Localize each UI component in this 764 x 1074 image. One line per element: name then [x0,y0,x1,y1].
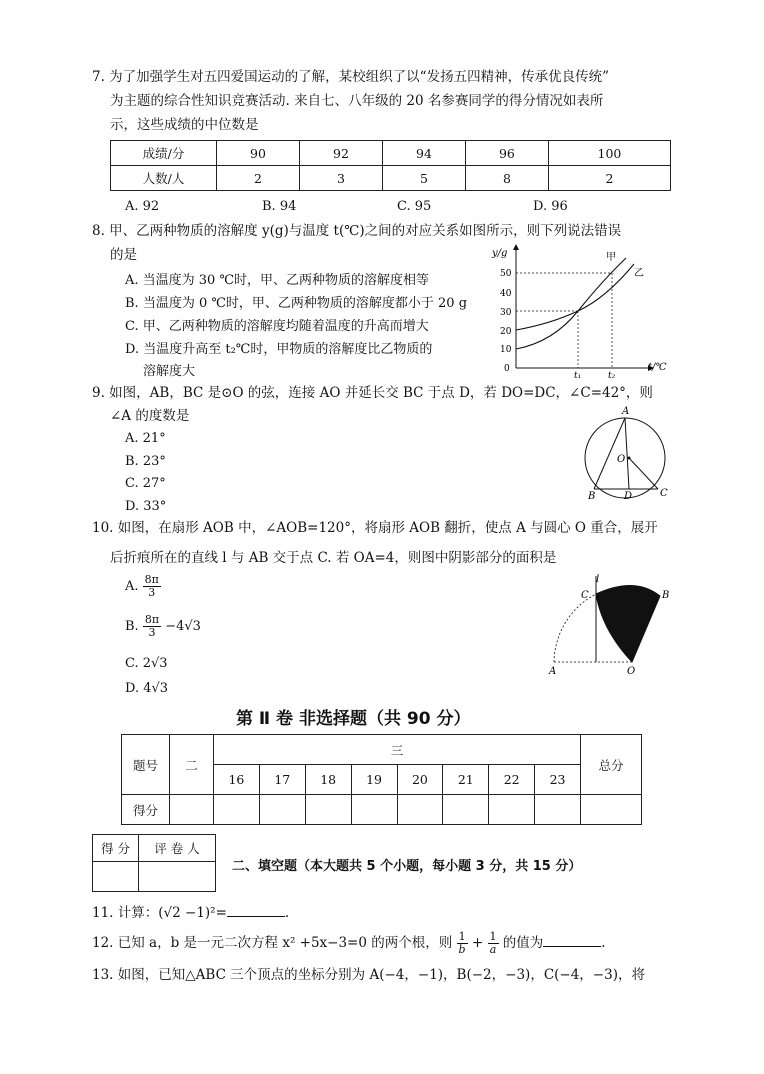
table-header: 人数/人 [111,166,217,191]
q10-option-c: C. 2√3 [125,656,168,671]
option-letter: A. [125,579,139,594]
numerator: 1 [457,931,468,944]
y-tick: 20 [500,327,512,337]
q7-option-c: C. 95 [397,199,432,214]
score-cell [93,862,139,892]
q10-sector-figure [540,570,680,680]
q8-option-c: C. 甲、乙两种物质的溶解度均随着温度的升高而增大 [125,319,429,334]
table-cell: 92 [299,141,382,166]
table-cell: 23 [535,765,581,795]
q8-option-b: B. 当温度为 0 ℃时，甲、乙两种物质的溶解度都小于 20 g [125,296,468,311]
point-o: O [617,454,626,465]
answer-blank [543,934,601,947]
point-c: C [581,590,589,601]
q9-line2: ∠A 的度数是 [110,408,190,424]
y-tick: 10 [500,345,512,355]
table-header: 总分 [581,735,642,795]
score-cell [170,795,214,825]
q9-option-c: C. 27° [125,476,166,491]
point-b: B [588,491,596,502]
table-cell: 8 [465,166,548,191]
y-tick: 50 [500,269,512,279]
table-cell: 17 [259,765,305,795]
q10-option-b [125,614,201,639]
table-cell: 2 [217,166,300,191]
curve-jia [516,258,626,349]
point-o: O [627,666,636,677]
score-cell [535,795,581,825]
y-tick: 30 [500,308,512,318]
denominator: 3 [148,626,156,639]
table-header: 题号 [122,735,170,795]
grader-box [92,834,216,892]
label-jia: 甲 [606,252,616,263]
numerator: 8π [144,573,159,586]
q10-option-d: D. 4√3 [125,681,169,696]
table-cell: 18 [305,765,351,795]
q11 [92,902,289,925]
table-cell: 90 [217,141,300,166]
q13-line1: 13. 如图，已知△ABC 三个顶点的坐标分别为 A(−4，−1)，B(−2，−3)，C(−4，−3)，将 [92,967,645,983]
table-cell: 3 [299,166,382,191]
denominator: a [489,943,497,956]
table-header: 得 分 [93,835,139,862]
point-a: A [549,666,557,677]
table-cell: 21 [443,765,489,795]
q9-option-a: A. 21° [125,431,166,446]
curve-yi [516,264,634,330]
q7-option-a: A. 92 [125,199,160,214]
q11-text: 11. 计算：(√2 −1)²= [92,905,227,921]
table-header: 评 卷 人 [139,835,216,862]
x-tick-t2: t₂ [608,371,616,379]
table-cell: 96 [465,141,548,166]
y-tick: 0 [504,364,510,374]
x-tick-t1: t₁ [574,371,582,379]
q12-text: 12. 已知 a，b 是一元二次方程 x² +5x−3=0 的两个根，则 [92,935,453,951]
score-cell [397,795,443,825]
section2-score-table [121,734,642,825]
q7-score-table [110,140,671,191]
score-cell [443,795,489,825]
q7-option-d: D. 96 [533,199,568,214]
score-cell [259,795,305,825]
point-c: C [660,488,668,499]
solubility-graph [488,244,668,379]
q10-line1: 10. 如图，在扇形 AOB 中，∠AOB=120°，将扇形 AOB 翻折，使点 A 与圆心 O 重合，展开 [92,520,658,536]
q9-option-d: D. 33° [125,499,167,514]
table-cell: 22 [489,765,535,795]
section2-title: 第 Ⅱ 卷 非选择题（共 90 分） [236,709,471,729]
q7-option-b: B. 94 [262,199,297,214]
score-cell [139,862,216,892]
point-a: A [622,406,630,417]
answer-blank [227,904,285,917]
table-header: 成绩/分 [111,141,217,166]
q12-end: . [601,935,606,951]
q7-line2: 为主题的综合性知识竞赛活动. 来自七、八年级的 20 名参赛同学的得分情况如表所 [110,93,604,109]
denominator: 3 [148,586,156,599]
part2-title: 二、填空题（本大题共 5 个小题，每小题 3 分，共 15 分） [232,859,582,874]
fraction [143,574,161,599]
table-cell: 16 [214,765,260,795]
table-cell: 19 [351,765,397,795]
q9-line1: 9. 如图，AB，BC 是⊙O 的弦，连接 AO 并延长交 BC 于点 D，若 DO=DC，∠C=42°，则 [92,385,653,401]
q8-line2: 的是 [110,247,137,263]
numerator: 8π [144,613,160,626]
q10-option-a [125,574,161,599]
score-cell [489,795,535,825]
table-cell: 94 [382,141,465,166]
q8-option-d: D. 当温度升高至 t₂℃时，甲物质的溶解度比乙物质的 [125,342,433,357]
table-cell: 100 [548,141,670,166]
score-cell [581,795,642,825]
table-cell: 2 [548,166,670,191]
q9-circle-figure [578,402,673,504]
q12 [92,931,606,956]
point-b: B [662,590,670,601]
score-cell [351,795,397,825]
point-d: D [624,491,633,502]
y-tick: 40 [500,289,512,299]
x-axis-label: t/℃ [648,362,667,373]
fraction [143,614,161,639]
score-cell [214,795,260,825]
q9-option-b: B. 23° [125,454,166,469]
option-b-tail: −4√3 [165,619,201,634]
q8-option-a: A. 当温度为 30 ℃时，甲、乙两种物质的溶解度相等 [125,273,430,288]
table-cell: 20 [397,765,443,795]
plus-sign: + [471,935,484,951]
q12-mid: 的值为 [502,935,544,951]
label-yi: 乙 [634,268,644,279]
q7-line3: 示，这些成绩的中位数是 [110,117,259,133]
q10-line2: 后折痕所在的直线 l 与 AB 交于点 C. 若 OA=4，则图中阴影部分的面积是 [110,550,557,566]
q8-line1: 8. 甲、乙两种物质的溶解度 y(g)与温度 t(℃)之间的对应关系如图所示，则下列说法错误 [92,223,622,239]
table-cell: 5 [382,166,465,191]
q7-line1: 7. 为了加强学生对五四爱国运动的了解，某校组织了以“发扬五四精神，传承优良传统” [92,69,609,85]
option-letter: B. [125,619,139,634]
q8-option-d-cont: 溶解度大 [143,364,196,379]
denominator: b [458,943,466,956]
line-l: l [596,574,600,585]
table-header: 三 [214,735,581,765]
fraction [488,931,499,956]
score-cell [305,795,351,825]
table-header: 二 [170,735,214,795]
fraction [457,931,468,956]
numerator: 1 [489,930,497,943]
q11-end: . [284,905,290,921]
y-axis-label: y/g [492,248,508,259]
table-header: 得分 [122,795,170,825]
